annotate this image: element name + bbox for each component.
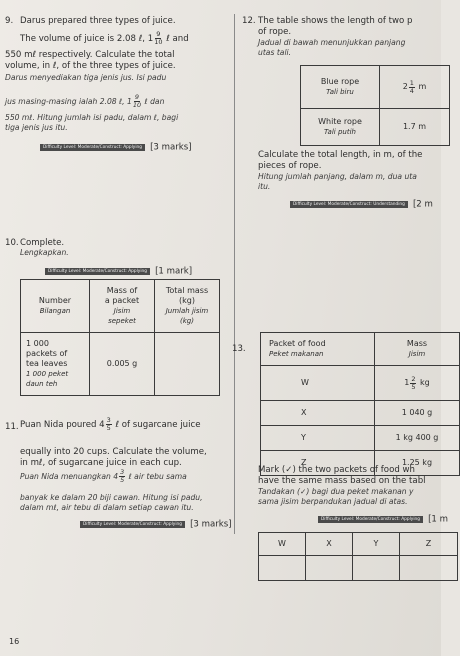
q10-title-ms: Lengkapkan. <box>20 248 69 257</box>
q13-tick-w[interactable] <box>259 556 306 581</box>
q13-ms2: sama jisim berpandukan jadual di atas. <box>258 497 408 506</box>
q9-ms2-text: jus masing-masing ialah 2.08 ℓ, <box>5 97 125 106</box>
q9-whole: 1 <box>147 33 154 44</box>
q11-ms-fraction <box>119 469 125 484</box>
q10-r2: packets of <box>26 349 68 358</box>
q10-marks: [1 mark] <box>155 266 193 277</box>
q11-line1 <box>20 417 201 432</box>
q13-value-z: 1.25 kg <box>375 451 460 476</box>
q9-ms2-end: ℓ dan <box>144 97 165 106</box>
q13-h1: Packet of food <box>269 339 326 348</box>
q11-whole: 4 <box>99 419 105 430</box>
q9-number: 9. <box>5 16 14 26</box>
q12-q1: Calculate the total length, in m, of the <box>258 150 423 160</box>
q13-h-packet <box>261 333 375 366</box>
q12-line1: The table shows the length of two p <box>258 16 413 26</box>
q13-footer <box>318 509 448 528</box>
q12-blue-den: 4 <box>409 86 414 95</box>
q11-ms1-end: ℓ air tebu sama <box>128 472 187 481</box>
q13-answer-h-y: Y <box>353 533 400 556</box>
q11-ms-whole: 4 <box>113 472 119 481</box>
q10-h1: Number <box>38 296 72 305</box>
q10-answer-cell[interactable] <box>155 333 220 396</box>
q9-ms-num: 9 <box>134 93 140 101</box>
q12-white-value: 1.7 m <box>380 109 450 146</box>
q10-h3b: (kg) <box>179 296 195 305</box>
q11-footer <box>80 514 232 533</box>
q11-ms1-text: Puan Nida menuangkan <box>20 472 111 481</box>
q13-answer-row <box>259 556 458 581</box>
page-number: 16 <box>9 637 20 646</box>
q13-w-num: 2 <box>411 374 416 383</box>
q9-frac-den: 10 <box>154 38 163 46</box>
q12-marks: [2 m <box>412 199 433 210</box>
q9-frac-num: 9 <box>156 30 161 38</box>
q10-h2-ms2: sepeket <box>108 317 136 325</box>
q10-col-number <box>21 280 90 333</box>
q13-h1-ms: Peket makanan <box>269 350 324 358</box>
q10-r4: 1 000 peket <box>26 370 69 378</box>
q12-blue-whole: 2 <box>402 82 408 91</box>
q9-ms1: Darus menyediakan tiga jenis jus. Isi padu <box>5 73 167 82</box>
q10-footer <box>45 261 192 280</box>
q10-h2-ms: Jisim <box>113 307 131 315</box>
q11-line3: in mℓ, of sugarcane juice in each cup. <box>20 458 182 468</box>
q10-h3: Total mass <box>165 286 209 295</box>
q12-ms1: Jadual di bawah menunjukkan panjang <box>258 38 406 47</box>
q13-tick-z[interactable] <box>400 556 458 581</box>
q12-blue-value <box>380 66 450 109</box>
q11-line1-text: Puan Nida poured <box>20 419 97 430</box>
q10-difficulty: Difficulty Level: Moderate/Construct: Applying <box>45 268 150 275</box>
q10-h1-ms: Bilangan <box>39 307 71 315</box>
q12-white-label <box>301 109 380 146</box>
q12-blue-length <box>403 80 427 95</box>
q13-row-w <box>261 366 460 401</box>
q13-w-mass <box>404 376 430 391</box>
q10-h2: Mass of <box>106 286 138 295</box>
q13-answer-table <box>258 532 458 581</box>
q9-line1: Darus prepared three types of juice. <box>20 16 176 26</box>
q13-label-y: Y <box>261 426 375 451</box>
q13-h2: Mass <box>406 339 428 348</box>
q10-h3-ms: Jumlah jisim <box>165 307 209 315</box>
q10-header-row <box>21 280 220 333</box>
q13-label-x: X <box>261 401 375 426</box>
q13-label-w: W <box>261 366 375 401</box>
q13-answer-h-z: Z <box>400 533 458 556</box>
q10-title: Complete. <box>20 238 65 248</box>
q11-num: 3 <box>106 416 111 424</box>
q9-ms-fraction <box>133 94 141 109</box>
q9-line2-text: The volume of juice is 2.08 <box>20 33 136 44</box>
q13-answer-h-w: W <box>259 533 306 556</box>
q13-h2-ms: Jisim <box>408 350 426 358</box>
q13-line2: have the same mass based on the tabl <box>258 476 426 486</box>
q13-w-den: 5 <box>411 382 416 391</box>
q12-qms1: Hitung jumlah panjang, dalam m, dua uta <box>258 172 417 181</box>
q9-line2 <box>20 31 189 46</box>
q9-line4: volume, in ℓ, of the three types of juice. <box>5 61 176 71</box>
q12-row-white <box>301 109 450 146</box>
q12-blue-num: 1 <box>409 78 414 87</box>
q13-ms1: Tandakan (✓) bagi dua peket makanan y <box>258 487 414 496</box>
q12-row-blue <box>301 66 450 109</box>
q12-q2: pieces of rope. <box>258 161 322 171</box>
q12-qms2: itu. <box>258 182 271 191</box>
q12-footer <box>290 194 433 213</box>
q13-value-y: 1 kg 400 g <box>375 426 460 451</box>
q9-marks: [3 marks] <box>150 142 192 153</box>
q13-w-unit: kg <box>420 378 430 387</box>
q9-difficulty: Difficulty Level: Moderate/Construct: Applying <box>40 144 145 151</box>
q9-ms-whole: 1 <box>127 97 132 106</box>
q12-blue-fraction <box>409 80 415 95</box>
q10-col-mass <box>90 280 155 333</box>
q12-blue-ms: Tali biru <box>326 88 354 96</box>
q10-h2b: a packet <box>104 296 140 305</box>
q9-footer <box>40 137 192 156</box>
q12-white-ms: Tali putih <box>324 128 356 136</box>
q13-label-z: Z <box>261 451 375 476</box>
q13-tick-x[interactable] <box>306 556 353 581</box>
q12-blue-label <box>301 66 380 109</box>
q11-marks: [3 marks] <box>190 519 232 530</box>
q13-h-mass <box>375 333 460 366</box>
q11-ms1 <box>20 469 187 484</box>
q13-row-y <box>261 426 460 451</box>
q13-number: 13. <box>232 344 246 354</box>
q13-answer-header <box>259 533 458 556</box>
q13-marks: [1 m <box>428 514 449 525</box>
q12-blue-unit: m <box>418 82 427 91</box>
q12-white: White rope <box>318 117 362 126</box>
q10-number: 10. <box>5 238 19 248</box>
q10-data-row <box>21 333 220 396</box>
q10-table <box>20 279 220 396</box>
q10-col-total <box>155 280 220 333</box>
q11-difficulty: Difficulty Level: Moderate/Construct: Applying <box>80 521 185 528</box>
q11-ms2: banyak ke dalam 20 biji cawan. Hitung isi padu, <box>20 493 203 502</box>
q9-unit: ℓ, <box>138 33 146 44</box>
q12-ms2: utas tali. <box>258 48 292 57</box>
q13-difficulty: Difficulty Level: Moderate/Construct: Applying <box>318 516 423 523</box>
q13-w-whole: 1 <box>404 378 410 387</box>
q9-fraction <box>154 31 162 46</box>
q12-line2: of rope. <box>258 27 292 37</box>
q11-den: 5 <box>106 424 111 432</box>
column-divider <box>234 14 235 534</box>
q13-food-table <box>260 332 460 476</box>
q11-number: 11. <box>5 422 19 432</box>
q13-header-row <box>261 333 460 366</box>
q10-number-cell <box>21 333 90 396</box>
q9-ms-den: 10 <box>132 101 142 109</box>
q11-fraction <box>106 417 112 432</box>
q9-line2-end: ℓ and <box>166 33 189 44</box>
q9-ms3: 550 mℓ. Hitung jumlah isi padu, dalam ℓ, bagi <box>5 113 179 122</box>
q9-line3: 550 mℓ respectively. Calculate the total <box>5 50 175 60</box>
q10-h3-ms2: (kg) <box>180 317 194 325</box>
q13-answer-h-x: X <box>306 533 353 556</box>
q13-value-x: 1 040 g <box>375 401 460 426</box>
q11-ms-num: 3 <box>120 468 125 476</box>
q13-value-w <box>375 366 460 401</box>
q12-difficulty: Difficulty Level: Moderate/Construct: Understanding <box>290 201 408 208</box>
q12-number: 12. <box>242 16 256 26</box>
q9-ms4: tiga jenis jus itu. <box>5 123 68 132</box>
q10-mass-cell: 0.005 g <box>90 333 155 396</box>
q12-rope-table <box>300 65 450 146</box>
q13-row-x <box>261 401 460 426</box>
q13-line1: Mark (✓) the two packets of food wh <box>258 465 415 475</box>
q9-ms2 <box>5 94 164 109</box>
q11-line1-end: ℓ of sugarcane juice <box>115 419 201 430</box>
q13-w-fraction <box>410 376 416 391</box>
q12-blue: Blue rope <box>320 77 360 86</box>
q11-ms-den: 5 <box>120 476 125 484</box>
q10-r1: 1 000 <box>26 339 49 348</box>
q11-line2: equally into 20 cups. Calculate the volume, <box>20 447 207 457</box>
q11-ms3: dalam mℓ, air tebu di dalam setiap cawan itu. <box>20 503 194 512</box>
q10-r3: tea leaves <box>26 359 68 368</box>
q13-tick-y[interactable] <box>353 556 400 581</box>
q10-r5: daun teh <box>26 380 58 388</box>
